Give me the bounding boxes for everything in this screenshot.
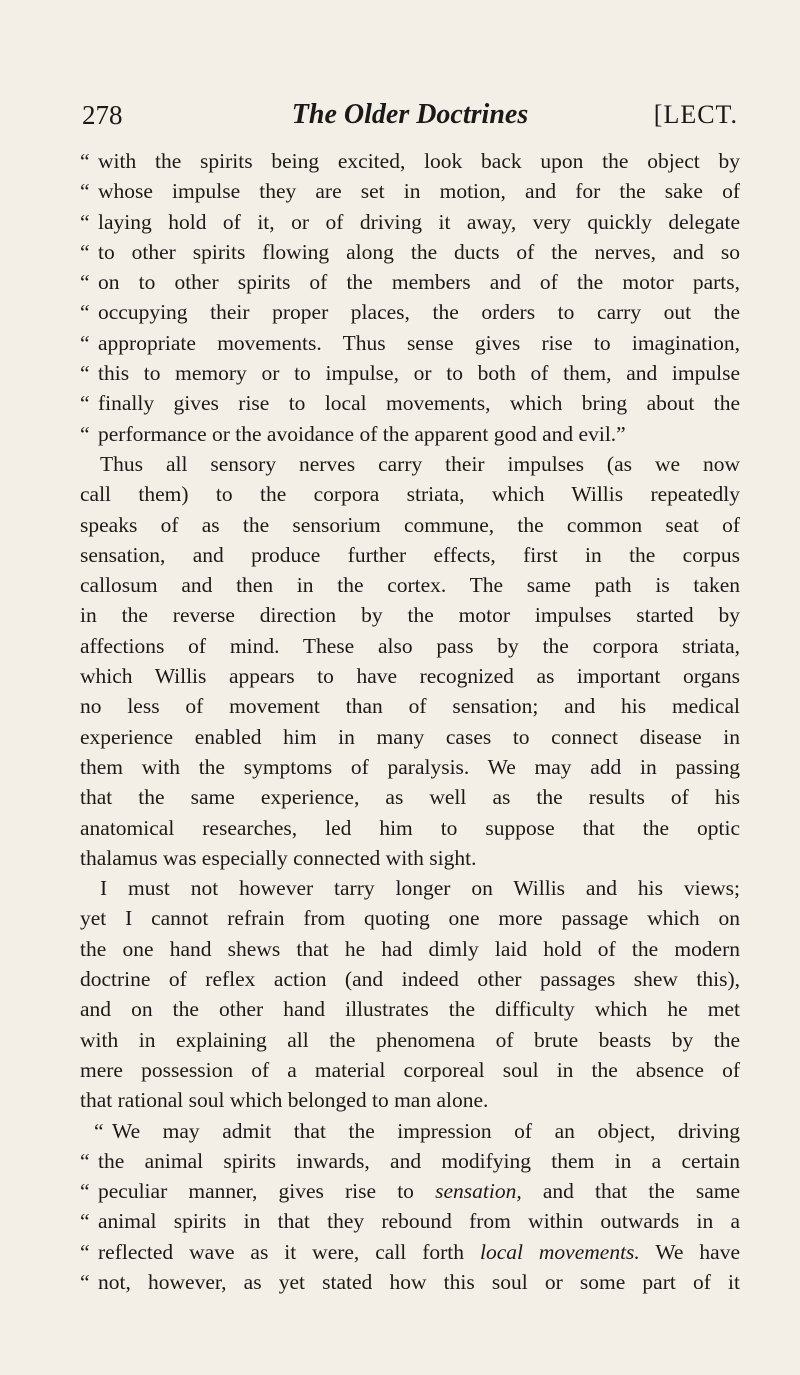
italic-term: local movements. xyxy=(479,1239,640,1264)
text-line xyxy=(80,661,740,691)
line-text: the animal spirits inwards, and modifying them in a certain xyxy=(98,1148,740,1173)
text-line xyxy=(80,297,740,327)
line-text: occupying their proper places, the orders to carry out the xyxy=(98,300,740,325)
quote-mark: “ xyxy=(80,149,90,173)
quote-mark: “ xyxy=(80,1269,90,1294)
quote-mark: “ xyxy=(94,1118,104,1143)
text-line xyxy=(80,328,740,358)
line-text: sensation, and produce further effects, first in the corpus xyxy=(80,542,740,567)
line-text: affections of mind. These also pass by the corpora striata, xyxy=(80,633,740,658)
line-text: with the spirits being excited, look back upon the object by xyxy=(98,149,740,173)
line-text: on to other spirits of the members and of the motor parts, xyxy=(98,270,740,295)
line-text: finally gives rise to local movements, which bring about the xyxy=(98,391,740,416)
text-line xyxy=(80,1055,740,1085)
text-line xyxy=(80,449,740,479)
text-line xyxy=(80,1146,740,1176)
quote-mark: “ xyxy=(80,1179,90,1204)
line-text: doctrine of reflex action (and indeed other passages shew this), xyxy=(80,967,740,992)
text-line xyxy=(80,903,740,933)
text-line xyxy=(80,146,740,176)
text-line xyxy=(80,1237,740,1267)
line-text: laying hold of it, or of driving it away, very quickly delegate xyxy=(98,209,740,234)
text-line xyxy=(80,1206,740,1236)
line-text: anatomical researches, led him to suppose that the optic xyxy=(80,815,740,840)
running-title: The Older Doctrines xyxy=(291,99,529,130)
line-text: experience enabled him in many cases to connect disease in xyxy=(80,724,740,749)
book-page xyxy=(80,0,740,1375)
text-line xyxy=(80,176,740,206)
line-text: which Willis appears to have recognized as important organs xyxy=(80,664,740,689)
text-line xyxy=(80,631,740,661)
line-text: thalamus was especially connected with sight. xyxy=(80,845,477,870)
line-text: callosum and then in the cortex. The same path is taken xyxy=(80,573,740,598)
page-number: 278 xyxy=(82,100,123,130)
line-text: in the reverse direction by the motor impulses started by xyxy=(80,603,740,628)
quote-mark: “ xyxy=(80,270,90,295)
text-line xyxy=(80,600,740,630)
text-line xyxy=(80,1025,740,1055)
quote-mark: “ xyxy=(80,209,90,234)
text-line xyxy=(80,510,740,540)
text-line xyxy=(80,843,740,873)
line-text-after: and that the same xyxy=(542,1179,740,1204)
text-line xyxy=(80,207,740,237)
line-text: yet I cannot refrain from quoting one more passage which on xyxy=(80,906,740,931)
line-text: the one hand shews that he had dimly laid hold of the modern xyxy=(80,936,740,961)
line-text: mere possession of a material corporeal soul in the absence of xyxy=(80,1057,740,1082)
line-text: that rational soul which belonged to man alone. xyxy=(80,1088,489,1113)
text-line xyxy=(80,994,740,1024)
text-line xyxy=(80,691,740,721)
text-line xyxy=(80,873,740,903)
line-text: that the same experience, as well as the results of his xyxy=(80,785,740,810)
line-text: no less of movement than of sensation; and his medical xyxy=(80,694,740,719)
text-line xyxy=(80,540,740,570)
text-line xyxy=(80,934,740,964)
line-text: to other spirits flowing along the ducts of the nerves, and so xyxy=(98,239,740,264)
text-line xyxy=(80,1085,740,1115)
line-text: speaks of as the sensorium commune, the common seat of xyxy=(80,512,740,537)
quote-mark: “ xyxy=(80,179,90,204)
line-text: I must not however tarry longer on Willis and his views; xyxy=(100,876,740,901)
line-text-after: We have xyxy=(655,1239,740,1264)
text-line xyxy=(80,752,740,782)
text-line xyxy=(80,1267,740,1297)
line-text: Thus all sensory nerves carry their impulses (as we now xyxy=(100,451,740,476)
quote-mark: “ xyxy=(80,330,90,355)
text-line xyxy=(80,570,740,600)
quote-mark: “ xyxy=(80,361,90,386)
line-text: animal spirits in that they rebound from within outwards in a xyxy=(98,1209,740,1234)
text-line xyxy=(80,1176,740,1206)
quote-mark: “ xyxy=(80,421,90,446)
line-text: with in explaining all the phenomena of brute beasts by the xyxy=(80,1027,740,1052)
lecture-mark: [LECT. xyxy=(653,100,738,129)
text-line xyxy=(80,782,740,812)
line-text: peculiar manner, gives rise to xyxy=(98,1179,414,1204)
quote-mark: “ xyxy=(80,239,90,264)
body-text xyxy=(80,146,740,1297)
line-text: We may admit that the impression of an object, driving xyxy=(112,1118,740,1143)
text-line xyxy=(80,267,740,297)
line-text: reflected wave as it were, call forth xyxy=(98,1239,465,1264)
page-header xyxy=(80,90,740,140)
line-text: not, however, as yet stated how this soul or some part of it xyxy=(98,1269,740,1294)
quote-mark: “ xyxy=(80,391,90,416)
text-line xyxy=(80,237,740,267)
quote-mark: “ xyxy=(80,1239,90,1264)
text-line xyxy=(80,388,740,418)
text-line xyxy=(80,813,740,843)
text-line xyxy=(80,479,740,509)
italic-term: sensation, xyxy=(435,1179,522,1204)
line-text: appropriate movements. Thus sense gives rise to imagination, xyxy=(98,330,740,355)
line-text: performance or the avoidance of the apparent good and evil.” xyxy=(98,421,626,446)
line-text: call them) to the corpora striata, which Willis repeatedly xyxy=(80,482,740,507)
line-text: this to memory or to impulse, or to both of them, and impulse xyxy=(98,361,740,386)
text-line xyxy=(80,1116,740,1146)
text-line xyxy=(80,964,740,994)
quote-mark: “ xyxy=(80,1209,90,1234)
line-text: and on the other hand illustrates the difficulty which he met xyxy=(80,997,740,1022)
quote-mark: “ xyxy=(80,1148,90,1173)
line-text: whose impulse they are set in motion, and for the sake of xyxy=(98,179,740,204)
text-line xyxy=(80,722,740,752)
line-text: them with the symptoms of paralysis. We may add in passing xyxy=(80,754,740,779)
text-line xyxy=(80,419,740,449)
text-line xyxy=(80,358,740,388)
quote-mark: “ xyxy=(80,300,90,325)
